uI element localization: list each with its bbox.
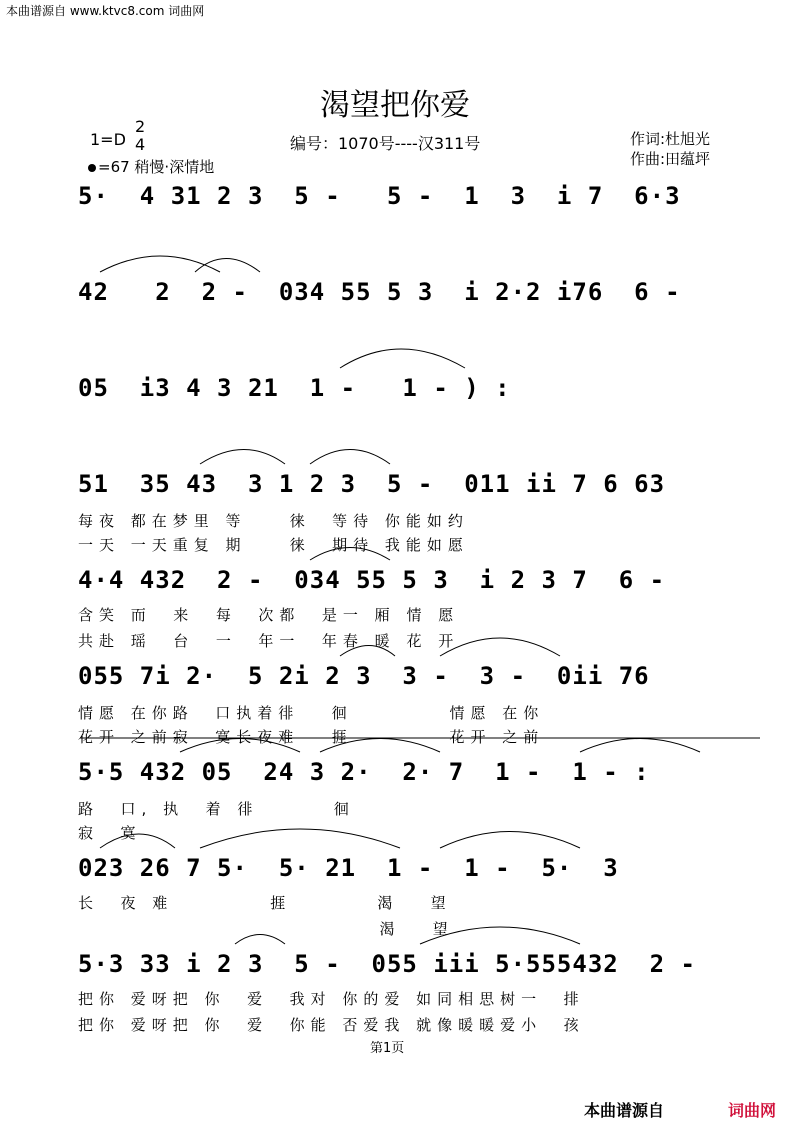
lyricist: 作词:杜旭光: [630, 130, 711, 148]
lyric-line: 一天 一天重复 期 徕 期待 我能如愿: [78, 536, 469, 554]
score-line: [78, 944, 728, 984]
score-notes: 023 26 7 5· 5· 21 1 - 1 - 5· 3: [78, 854, 619, 882]
song-title: 渴望把你爱: [320, 88, 470, 123]
source-note: 本曲谱源自 www.ktvc8.com 词曲网: [6, 4, 205, 18]
lyric-line: 共赴 瑶 台 一 年一 年春 暖 花 开: [78, 632, 460, 650]
score-notes: 5·3 33 i 2 3 5 - 055 iii 5·555432 2 -: [78, 950, 696, 978]
score-notes: 4·4 432 2 - 034 55 5 3 i 2 3 7 6 -: [78, 566, 666, 594]
score-line: [78, 368, 728, 408]
score-line: [78, 176, 728, 216]
lyric-line: 寂 寞: [78, 824, 142, 842]
lyric-line: 情愿 在你路 口执着徘 徊 情愿 在你: [78, 704, 545, 722]
score-line: [78, 272, 728, 312]
lyric-line: 长 夜 难 捱 渴 望: [78, 894, 452, 912]
score-line: [78, 464, 728, 504]
tempo-marking: [88, 156, 214, 177]
time-signature: 2 4: [135, 117, 146, 154]
key-signature: 1=D: [90, 130, 126, 149]
lyric-line: 含笑 而 来 每 次都 是一 厢 情 愿: [78, 606, 460, 624]
score-line: [78, 560, 728, 600]
tempo-text: =67 稍慢·深情地: [98, 158, 215, 176]
score-line: [78, 848, 728, 888]
lyric-line: 把你 爱呀把 你 爱 我对 你的爱 如同相思树一 排: [78, 990, 585, 1008]
lyric-line: 路 口, 执 着 徘 徊: [78, 800, 355, 818]
lyric-line: 把你 爱呀把 你 爱 你能 否爱我 就像暖暖爱小 孩: [78, 1016, 585, 1034]
serial-number: 编号：1070号----汉311号: [290, 134, 481, 153]
lyric-line: 渴 望: [78, 920, 454, 938]
footer-site-logo: 词曲网: [728, 1101, 777, 1120]
footer-brand: 本曲谱源自: [584, 1101, 665, 1120]
quarter-note-icon: [88, 164, 96, 172]
lyric-line: 每夜 都在梦里 等 徕 等待 你能如约: [78, 512, 469, 530]
score-notes: 42 2 2 - 034 55 5 3 i 2·2 i76 6 -: [78, 278, 681, 306]
score-line: [78, 656, 728, 696]
score-notes: 5· 4 31 2 3 5 - 5 - 1 3 i 7 6·3: [78, 182, 681, 210]
score-notes: 05 i3 4 3 21 1 - 1 - ) :: [78, 374, 511, 402]
score-notes: 5·5 432 05 24 3 2· 2· 7 1 - 1 - :: [78, 758, 650, 786]
composer: 作曲:田蕴坪: [630, 150, 711, 168]
score-line: [78, 752, 728, 792]
page-number: 第1页: [370, 1041, 405, 1056]
lyric-line: 花开 之前寂 寞长夜难 捱 花开 之前: [78, 728, 545, 746]
score-notes: 055 7i 2· 5 2i 2 3 3 - 3 - 0ii 76: [78, 662, 650, 690]
score-notes: 51 35 43 3 1 2 3 5 - 011 ii 7 6 63: [78, 470, 666, 498]
